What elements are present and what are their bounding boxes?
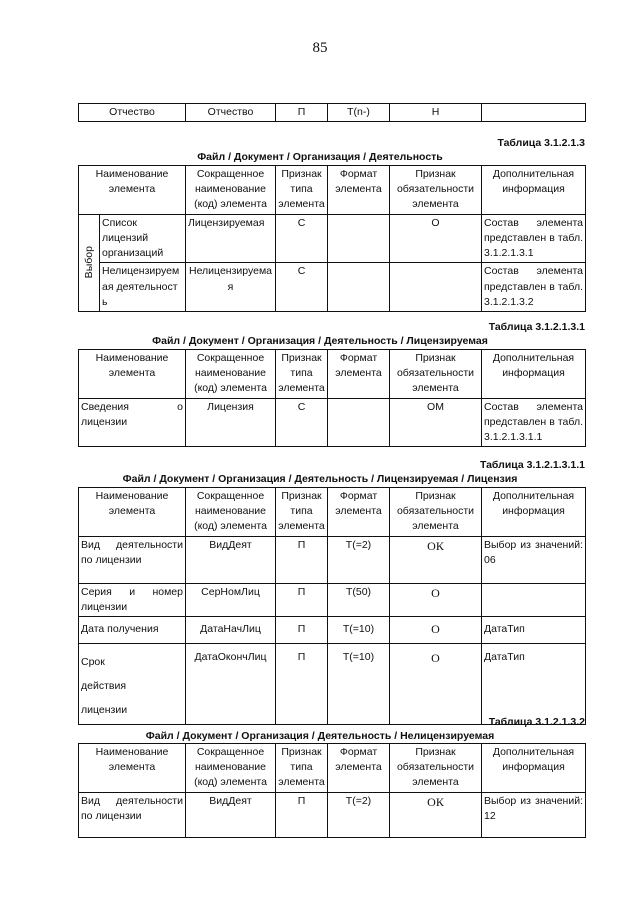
cell-type: С [276,263,328,312]
header-extra: Дополнительная информация [482,350,586,399]
cell-name: Отчество [79,104,186,122]
table-row [79,617,586,644]
table-4 [78,743,586,838]
cell-type: П [276,644,328,724]
header-type: Признак типа элемента [276,488,328,537]
header-required: Признак обязательности элемента [390,166,482,215]
header-short: Сокращенное наименование (код) элемента [186,350,276,399]
header-format: Формат элемента [328,350,390,399]
header-type: Признак типа элемента [276,350,328,399]
header-extra: Дополнительная информация [482,166,586,215]
table-4-caption: Файл / Документ / Организация / Деятельность / Нелицензируемая [145,730,495,742]
cell-required: Н [390,104,482,122]
header-row [79,488,586,537]
cell-extra [482,104,586,122]
header-short: Сокращенное наименование (код) элемента [186,488,276,537]
header-format: Формат элемента [328,166,390,215]
cell-short: ВидДеят [186,792,276,837]
cell-short: Отчество [186,104,276,122]
table-row [79,644,586,724]
cell-format: T(50) [328,583,390,616]
table-row [79,104,586,122]
header-format: Формат элемента [328,488,390,537]
header-row [79,166,586,215]
table-row [79,263,586,312]
cell-extra: Выбор из значений: 12 [482,792,586,837]
header-row [79,744,586,793]
page-number: 85 [312,40,328,56]
cell-short: ДатаНачЛиц [186,617,276,644]
cell-format [328,398,390,447]
cell-short: ДатаОкончЛиц [186,644,276,724]
cell-required [390,263,482,312]
cell-type: П [276,536,328,583]
cell-format: T(=10) [328,617,390,644]
cell-required: О [390,214,482,263]
table-1 [78,165,586,312]
cell-type: С [276,398,328,447]
table-row [79,398,586,447]
cell-type: П [276,104,328,122]
cell-format [328,263,390,312]
header-extra: Дополнительная информация [482,744,586,793]
cell-format: T(=10) [328,644,390,724]
header-required: Признак обязательности элемента [390,350,482,399]
cell-extra: Выбор из значений: 06 [482,536,586,583]
cell-required: ОК [390,792,482,837]
cell-type: П [276,792,328,837]
table-row [79,583,586,616]
cell-name: Вид деятельности по лицензии [79,792,186,837]
table-row [79,792,586,837]
table-1-title: Таблица 3.1.2.1.3 [497,137,585,149]
header-type: Признак типа элемента [276,166,328,215]
cell-format: T(=2) [328,792,390,837]
cell-type: П [276,583,328,616]
cell-short: СерНомЛиц [186,583,276,616]
cell-extra: Состав элемента представлен в табл. 3.1.2.1.3.1 [482,214,586,263]
cell-required: ОК [390,536,482,583]
table-row [79,536,586,583]
header-short: Сокращенное наименование (код) элемента [186,166,276,215]
cell-short: ВидДеят [186,536,276,583]
cell-extra: ДатаТип [482,644,586,724]
cell-required: О [390,617,482,644]
header-type: Признак типа элемента [276,744,328,793]
table-3-caption: Файл / Документ / Организация / Деятельность / Лицензируемая / Лицензия [122,473,518,485]
cell-extra: Состав элемента представлен в табл. 3.1.2.1.3.1.1 [482,398,586,447]
header-name: Наименование элемента [79,744,186,793]
table-2 [78,349,586,447]
table-3-title: Таблица 3.1.2.1.3.1.1 [479,459,585,471]
header-name: Наименование элемента [79,350,186,399]
cell-name: Список лицензий организаций [100,214,186,263]
table-row [79,214,586,263]
cell-short: Лицензируемая [186,214,276,263]
cell-format: T(=2) [328,536,390,583]
cell-extra: Состав элемента представлен в табл. 3.1.2.1.3.2 [482,263,586,312]
cell-required: ОМ [390,398,482,447]
table-3 [78,487,586,725]
cell-name: Дата получения [79,617,186,644]
choice-group-label: Выбор [79,214,100,311]
cell-name-text: Срок действия лицензии [81,656,128,717]
cell-name: Серия и номер лицензии [79,583,186,616]
cell-name: Сведения о лицензии [79,398,186,447]
table-2-title: Таблица 3.1.2.1.3.1 [488,321,585,333]
cell-extra [482,583,586,616]
continuation-table [78,103,586,122]
cell-short: Нелицензируемая [186,263,276,312]
cell-extra: ДатаТип [482,617,586,644]
cell-type: П [276,617,328,644]
table-1-caption: Файл / Документ / Организация / Деятельность [197,151,443,163]
cell-short: Лицензия [186,398,276,447]
header-format: Формат элемента [328,744,390,793]
header-short: Сокращенное наименование (код) элемента [186,744,276,793]
header-name: Наименование элемента [79,488,186,537]
header-row [79,350,586,399]
header-name: Наименование элемента [79,166,186,215]
cell-required: О [390,644,482,724]
cell-name: Нелицензируемая деятельность [100,263,186,312]
header-required: Признак обязательности элемента [390,744,482,793]
cell-format: T(n-) [328,104,390,122]
cell-format [328,214,390,263]
cell-name [79,644,186,724]
table-4-title: Таблица 3.1.2.1.3.2 [488,716,585,728]
cell-name: Вид деятельности по лицензии [79,536,186,583]
header-extra: Дополнительная информация [482,488,586,537]
header-required: Признак обязательности элемента [390,488,482,537]
table-2-caption: Файл / Документ / Организация / Деятельность / Лицензируемая [152,335,488,347]
cell-type: С [276,214,328,263]
cell-required: О [390,583,482,616]
